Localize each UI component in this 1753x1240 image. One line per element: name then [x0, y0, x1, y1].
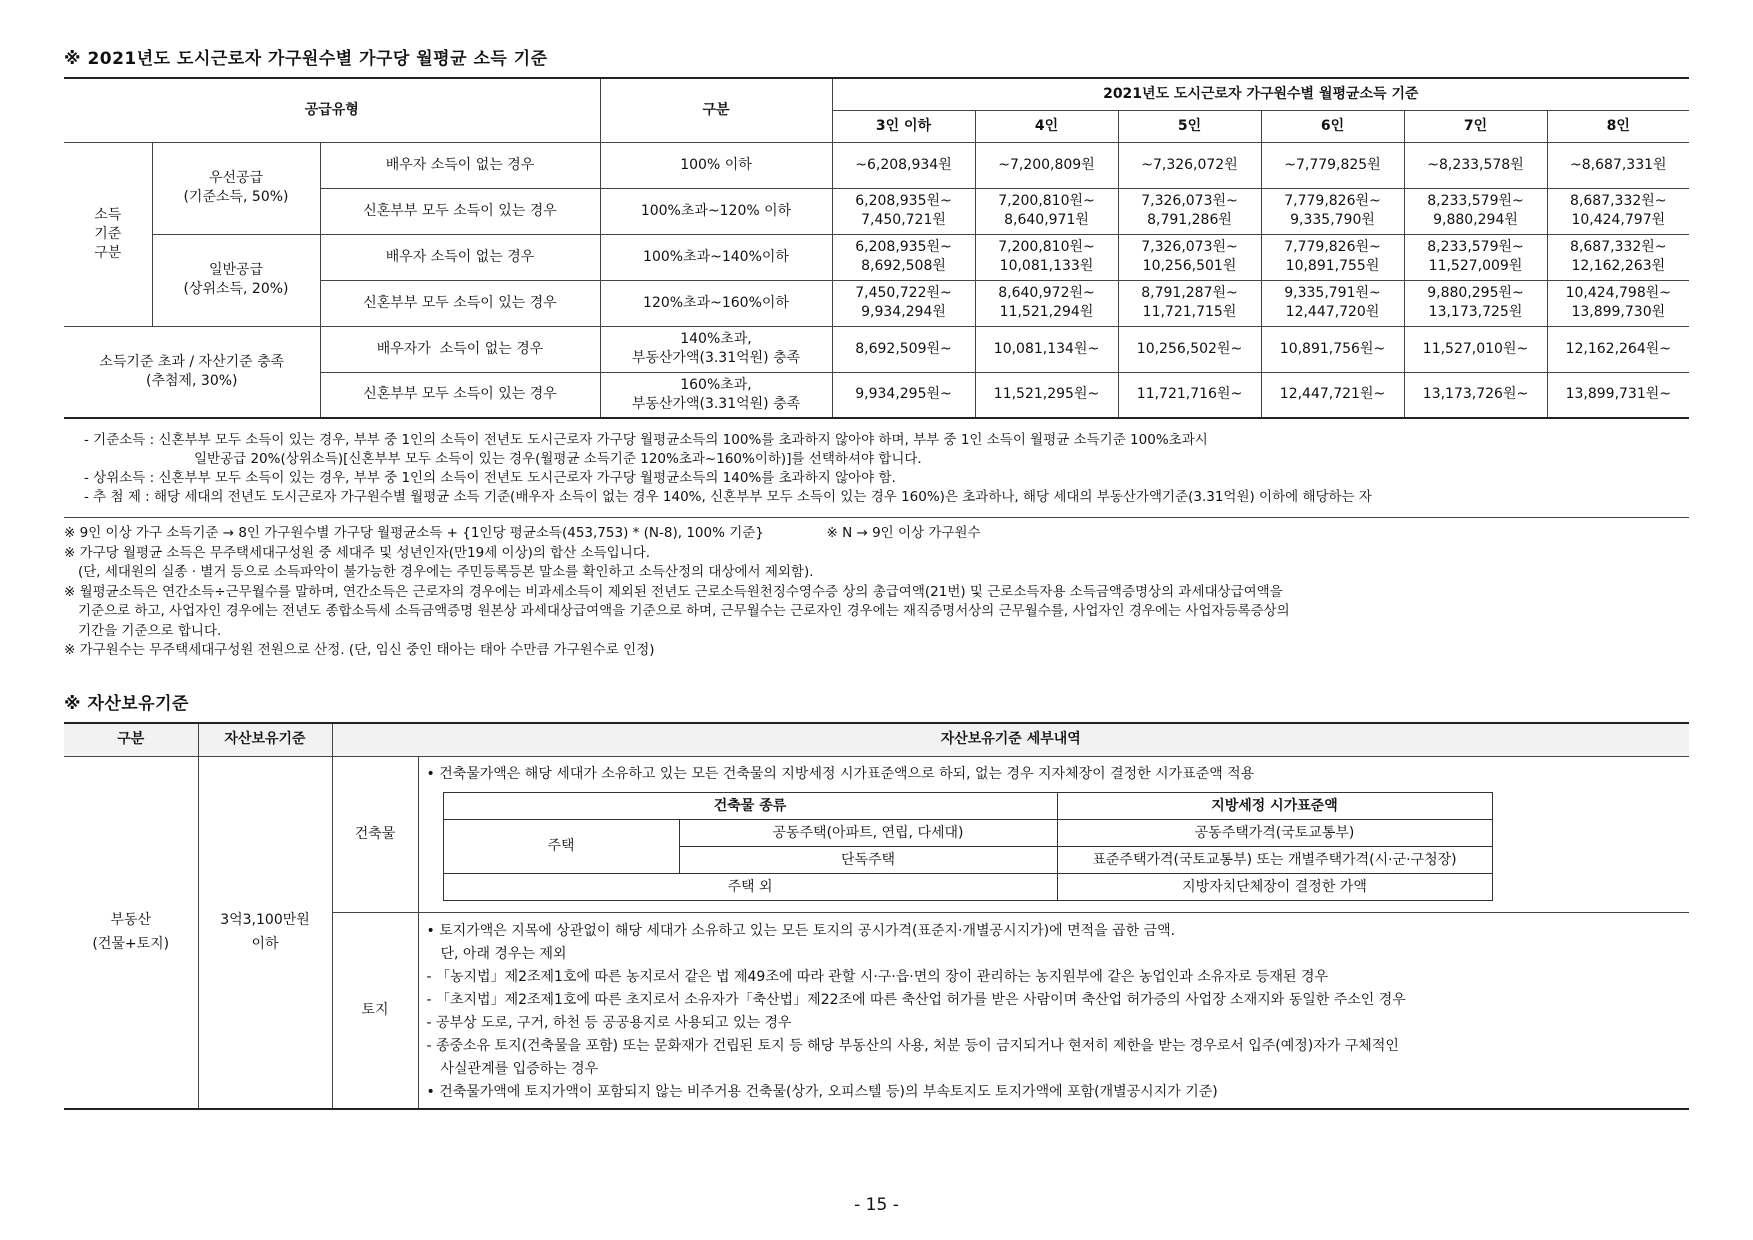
asset-standard: 3억3,100만원 이하: [198, 756, 332, 1109]
value-cell: 12,162,264원~: [1547, 326, 1689, 372]
pct-cell: 100%초과~140%이하: [600, 234, 832, 280]
value-cell: 11,521,295원~: [975, 372, 1118, 418]
note-line: - 추 첨 제 : 해당 세대의 전년도 도시근로자 가구원수별 월평균 소득 기준(배우자 소득이 없는 경우 140%, 신혼부부 모두 소득이 있는 경우 160%)은 초과하나, 해당 세대의 부동산가액기준(3.31억원) 이하에 해당하는 자: [84, 489, 1372, 505]
section-title-asset: ※ 자산보유기준: [64, 693, 189, 714]
asset-header-standard: 자산보유기준: [198, 723, 332, 757]
header-size: 4인: [975, 110, 1118, 142]
housing-label: 주택: [443, 819, 679, 873]
value-cell: 8,233,579원~ 11,527,009원: [1404, 234, 1547, 280]
value-cell: 13,899,731원~: [1547, 372, 1689, 418]
lottery-label: [64, 326, 320, 418]
value-cell: 7,200,810원~ 10,081,133원: [975, 234, 1118, 280]
value-cell: 12,447,721원~: [1261, 372, 1404, 418]
land-label: 토지: [332, 912, 418, 1109]
value-cell: ~7,779,825원: [1261, 142, 1404, 188]
value-cell: 9,934,295원~: [832, 372, 975, 418]
value-cell: ~7,326,072원: [1118, 142, 1261, 188]
land-detail: [418, 912, 1689, 1109]
value-cell: 7,326,073원~ 8,791,286원: [1118, 188, 1261, 234]
land-line: • 건축물가액에 토지가액이 포함되지 않는 비주거용 건축물(상가, 오피스텔 등)의 부속토지도 토지가액에 포함(개별공시지가 기준): [426, 1083, 1218, 1100]
note-line: 일반공급 20%(상위소득)[신혼부부 모두 소득이 있는 경우(월평균 소득기준 120%초과~160%이하)]를 선택하셔야 합니다.: [194, 451, 922, 467]
value-cell: 8,233,579원~ 9,880,294원: [1404, 188, 1547, 234]
value-cell: 7,450,722원~ 9,934,294원: [832, 280, 975, 326]
value-cell: 10,891,756원~: [1261, 326, 1404, 372]
value-cell: 11,527,010원~: [1404, 326, 1547, 372]
value-cell: 13,173,726원~: [1404, 372, 1547, 418]
remark-text: ※ N → 9인 이상 가구원수: [826, 525, 981, 541]
header-size: 8인: [1547, 110, 1689, 142]
header-category: 구분: [600, 78, 832, 142]
section-title-income: ※ 2021년도 도시근로자 가구원수별 가구당 월평균 소득 기준: [64, 49, 548, 69]
remark-line: 기간을 기준으로 합니다.: [78, 622, 222, 639]
land-line: - 「초지법」제2조제1호에 따른 초지로서 소유자가「축산법」제22조에 따른 축산업 허가를 받은 사람이며 축산업 허가증의 사업장 소재지와 동일한 주소인 경우: [426, 991, 1406, 1008]
lottery-title: 소득기준 초과 / 자산기준 충족: [99, 353, 285, 370]
asset-category: 부동산 (건물+토지): [64, 756, 198, 1109]
remark-line: ※ 월평균소득은 연간소득÷근무월수를 말하며, 연간소득은 근로자의 경우에는 비과세소득이 제외된 전년도 근로소득원천징수영수증 상의 총급여액(21번) 및 근로소득자용 소득금액증명상의 과세대상급여액을: [64, 583, 1283, 600]
asset-standard-table: [64, 722, 1689, 1110]
value-cell: 10,256,502원~: [1118, 326, 1261, 372]
building-detail: [418, 756, 1689, 912]
case-cell: 신혼부부 모두 소득이 있는 경우: [320, 280, 600, 326]
remark-line: ※ 가구당 월평균 소득은 무주택세대구성원 중 세대주 및 성년인자(만19세 이상)의 합산 소득입니다.: [64, 544, 651, 561]
building-label: 건축물: [332, 756, 418, 912]
value-cell: ~7,200,809원: [975, 142, 1118, 188]
remark-line: 기준으로 하고, 사업자인 경우에는 전년도 종합소득세 소득금액증명 원본상 과세대상급여액을 기준으로 하며, 근무월수는 근로자인 경우에는 재직증명서상의 근무월수를, 사업자인 경우에는 사업자등록증상의: [78, 603, 1290, 619]
general-sub: (상위소득, 20%): [183, 281, 289, 297]
priority-sub: (기준소득, 50%): [183, 189, 289, 205]
building-value: 표준주택가격(국토교통부) 또는 개별주택가격(시·군·구청장): [1057, 846, 1492, 873]
value-cell: 8,692,509원~: [832, 326, 975, 372]
remark-line: (단, 세대원의 실종 · 별거 등으로 소득파악이 불가능한 경우에는 주민등록등본 말소를 확인하고 소득산정의 대상에서 제외함).: [78, 564, 814, 580]
pct-cell: 100% 이하: [600, 142, 832, 188]
priority-supply-label: [152, 142, 320, 234]
header-size: 7인: [1404, 110, 1547, 142]
value-cell: 7,779,826원~ 10,891,755원: [1261, 234, 1404, 280]
value-cell: 11,721,716원~: [1118, 372, 1261, 418]
pct-cell: 120%초과~160%이하: [600, 280, 832, 326]
remark-text: ※ 9인 이상 가구 소득기준 → 8인 가구원수별 가구당 월평균소득 + {1인당 평균소득(453,753) * (N-8), 100% 기준}: [64, 525, 764, 541]
remarks: [64, 524, 1689, 661]
lottery-sub: (추첨제, 30%): [145, 372, 238, 389]
pct-cell: 160%초과, 부동산가액(3.31억원) 충족: [600, 372, 832, 418]
building-type-table: [443, 792, 1493, 901]
pct-cell: 100%초과~120% 이하: [600, 188, 832, 234]
value-cell: 6,208,935원~ 7,450,721원: [832, 188, 975, 234]
header-size: 6인: [1261, 110, 1404, 142]
value-cell: 6,208,935원~ 8,692,508원: [832, 234, 975, 280]
land-line: - 「농지법」제2조제1호에 따른 농지로서 같은 법 제49조에 따라 관할 시·구·읍·면의 장이 관리하는 농지원부에 같은 농업인과 소유자로 등재된 경우: [426, 968, 1329, 985]
case-cell: 신혼부부 모두 소득이 있는 경우: [320, 372, 600, 418]
land-line: 사실관계를 입증하는 경우: [440, 1060, 599, 1077]
value-cell: 8,791,287원~ 11,721,715원: [1118, 280, 1261, 326]
header-size: 5인: [1118, 110, 1261, 142]
building-value: 공동주택가격(국토교통부): [1057, 819, 1492, 846]
value-cell: 7,326,073원~ 10,256,501원: [1118, 234, 1261, 280]
header-supply-type: 공급유형: [64, 78, 600, 142]
case-cell: 배우자가 소득이 없는 경우: [320, 326, 600, 372]
building-type: 단독주택: [679, 846, 1057, 873]
case-cell: 배우자 소득이 없는 경우: [320, 234, 600, 280]
asset-header-detail: 자산보유기준 세부내역: [332, 723, 1689, 757]
page-number: - 15 -: [854, 1195, 899, 1215]
note-line: - 상위소득 : 신혼부부 모두 소득이 있는 경우, 부부 중 1인의 소득이 전년도 도시근로자 가구당 월평균소득의 140%를 초과하지 않아야 함.: [84, 470, 896, 486]
case-cell: 배우자 소득이 없는 경우: [320, 142, 600, 188]
asset-header-category: 구분: [64, 723, 198, 757]
building-intro: • 건축물가액은 해당 세대가 소유하고 있는 모든 건축물의 지방세정 시가표준액으로 하되, 없는 경우 지자체장이 결정한 시가표준액 적용: [426, 765, 1255, 782]
general-label: 일반공급: [208, 262, 264, 278]
divider: [64, 517, 1689, 518]
inner-header-type: 건축물 종류: [443, 792, 1057, 819]
land-line: - 종중소유 토지(건축물을 포함) 또는 문화재가 건립된 토지 등 해당 부동산의 사용, 처분 등이 금지되거나 현저히 제한을 받는 경우로서 입주(예정)자가 구체적인: [426, 1037, 1399, 1054]
land-line: 단, 아래 경우는 제외: [440, 945, 567, 962]
value-cell: ~8,233,578원: [1404, 142, 1547, 188]
land-line: - 공부상 도로, 구거, 하천 등 공공용지로 사용되고 있는 경우: [426, 1014, 792, 1031]
remark-line: [64, 524, 1689, 544]
header-standard-title: 2021년도 도시근로자 가구원수별 월평균소득 기준: [832, 78, 1689, 110]
pct-cell: 140%초과, 부동산가액(3.31억원) 충족: [600, 326, 832, 372]
inner-header-value: 지방세정 시가표준액: [1057, 792, 1492, 819]
priority-label: 우선공급: [208, 170, 264, 186]
header-size: 3인 이하: [832, 110, 975, 142]
value-cell: ~6,208,934원: [832, 142, 975, 188]
case-cell: 신혼부부 모두 소득이 있는 경우: [320, 188, 600, 234]
value-cell: 9,880,295원~ 13,173,725원: [1404, 280, 1547, 326]
general-supply-label: [152, 234, 320, 326]
income-group-label: 소득 기준 구분: [64, 142, 152, 326]
value-cell: 9,335,791원~ 12,447,720원: [1261, 280, 1404, 326]
value-cell: 10,081,134원~: [975, 326, 1118, 372]
note-line: - 기준소득 : 신혼부부 모두 소득이 있는 경우, 부부 중 1인의 소득이 전년도 도시근로자 가구당 월평균소득의 100%를 초과하지 않아야 하며, 부부 중 1인 소득이 월평균 소득기준 100%초과시: [84, 432, 1208, 448]
value-cell: 7,200,810원~ 8,640,971원: [975, 188, 1118, 234]
value-cell: 8,687,332원~ 10,424,797원: [1547, 188, 1689, 234]
building-type: 공동주택(아파트, 연립, 다세대): [679, 819, 1057, 846]
building-value: 지방자치단체장이 결정한 가액: [1057, 873, 1492, 900]
value-cell: 8,640,972원~ 11,521,294원: [975, 280, 1118, 326]
building-type: 주택 외: [443, 873, 1057, 900]
income-notes: [64, 431, 1689, 507]
document-page: [64, 44, 1689, 1110]
remark-line: ※ 가구원수는 무주택세대구성원 전원으로 산정. (단, 임신 중인 태아는 태아 수만큼 가구원수로 인정): [64, 642, 655, 658]
value-cell: 7,779,826원~ 9,335,790원: [1261, 188, 1404, 234]
value-cell: ~8,687,331원: [1547, 142, 1689, 188]
income-standard-table: [64, 77, 1689, 419]
value-cell: 8,687,332원~ 12,162,263원: [1547, 234, 1689, 280]
land-line: • 토지가액은 지목에 상관없이 해당 세대가 소유하고 있는 모든 토지의 공시가격(표준지·개별공시지가)에 면적을 곱한 금액.: [426, 922, 1176, 939]
value-cell: 10,424,798원~ 13,899,730원: [1547, 280, 1689, 326]
